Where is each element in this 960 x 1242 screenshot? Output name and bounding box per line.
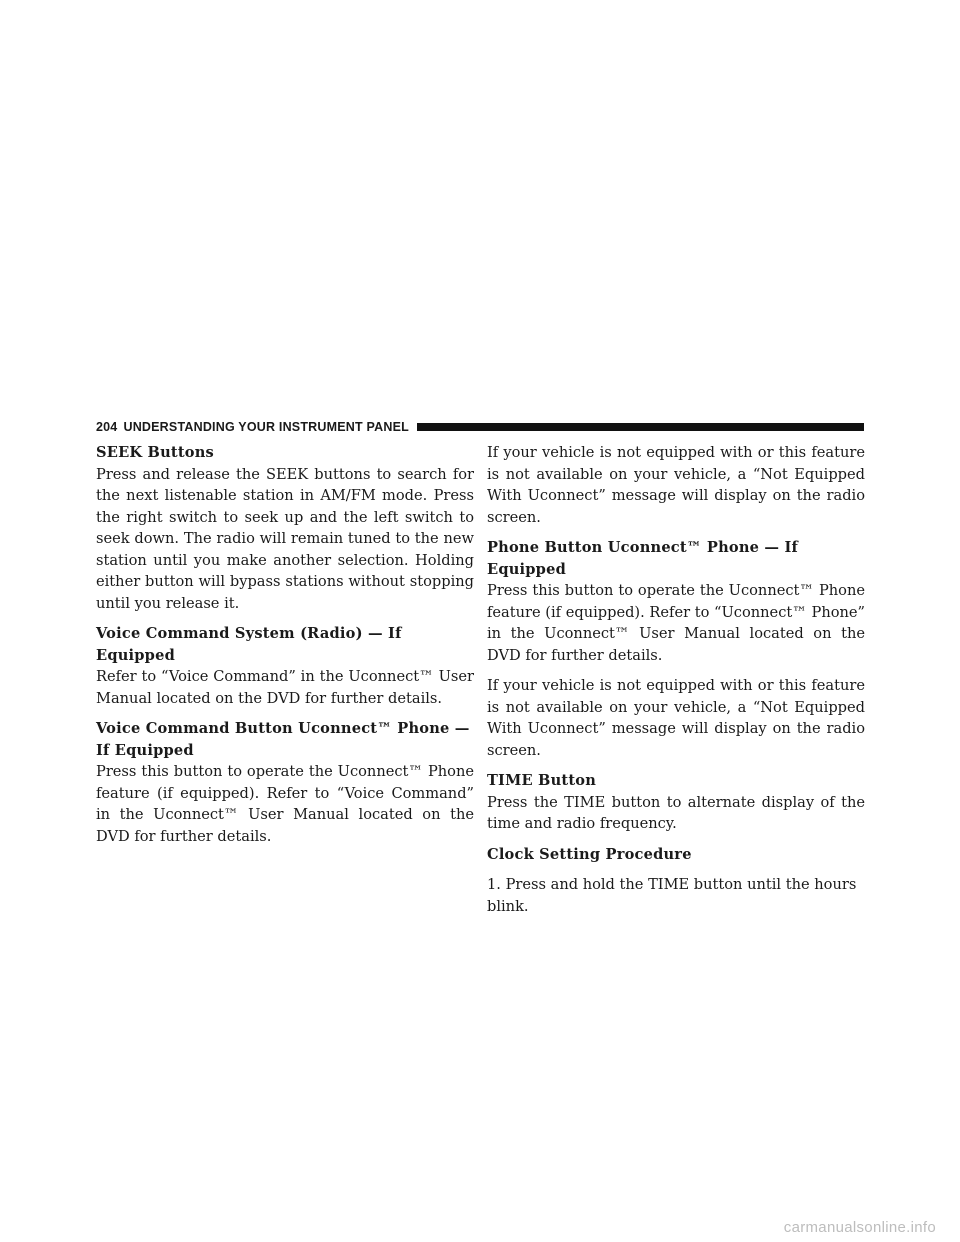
- header-rule: [417, 423, 864, 431]
- not-equipped-body-1: If your vehicle is not equipped with or this feature is not available on your vehicle, a “Not Equipped With Uconnect” message will display on the radio screen.: [487, 444, 865, 526]
- clock-heading: Clock Setting Procedure: [487, 845, 692, 863]
- time-heading: TIME Button: [487, 772, 597, 789]
- page-header: [96, 418, 864, 436]
- voice-button-heading-line1: Voice Command Button Uconnect™ Phone —: [96, 720, 470, 737]
- watermark: carmanualsonline.info: [783, 1219, 936, 1236]
- voice-system-body: Refer to “Voice Command” in the Uconnect™ User Manual located on the DVD for further details.: [96, 668, 474, 707]
- not-equipped-body-2: If your vehicle is not equipped with or this feature is not available on your vehicle, a “Not Equipped With Uconnect” message will display on the radio screen.: [487, 677, 865, 759]
- left-column: [96, 442, 474, 856]
- voice-system-heading: Voice Command System (Radio) — If Equipped: [96, 625, 402, 664]
- voice-button-body: Press this button to operate the Uconnect™ Phone feature (if equipped). Refer to “Voice Command” in the Uconnect™ User Manual located on the DVD for further details.: [96, 763, 474, 845]
- voice-button-heading-line2: If Equipped: [96, 741, 194, 759]
- voice-button-heading: [96, 718, 474, 761]
- section-title: UNDERSTANDING YOUR INSTRUMENT PANEL: [123, 420, 409, 434]
- time-body: Press the TIME button to alternate display of the time and radio frequency.: [487, 793, 865, 832]
- phone-heading: Phone Button Uconnect™ Phone — If Equipped: [487, 539, 798, 578]
- clock-step-1: 1. Press and hold the TIME button until the hours blink.: [487, 876, 857, 915]
- right-column: [487, 442, 865, 926]
- seek-body: Press and release the SEEK buttons to search for the next listenable station in AM/FM mode. Press the right switch to seek up and the left switch to seek down. The radio will remain tuned to the new station until you make another selection. Holding either button will bypass stations without stopping until you release it.: [96, 465, 474, 612]
- phone-body: Press this button to operate the Uconnect™ Phone feature (if equipped). Refer to “Uconnect™ Phone” in the Uconnect™ User Manual located on the DVD for further details.: [487, 582, 865, 664]
- page-number: 204: [96, 420, 118, 434]
- seek-heading: SEEK Buttons: [96, 444, 214, 461]
